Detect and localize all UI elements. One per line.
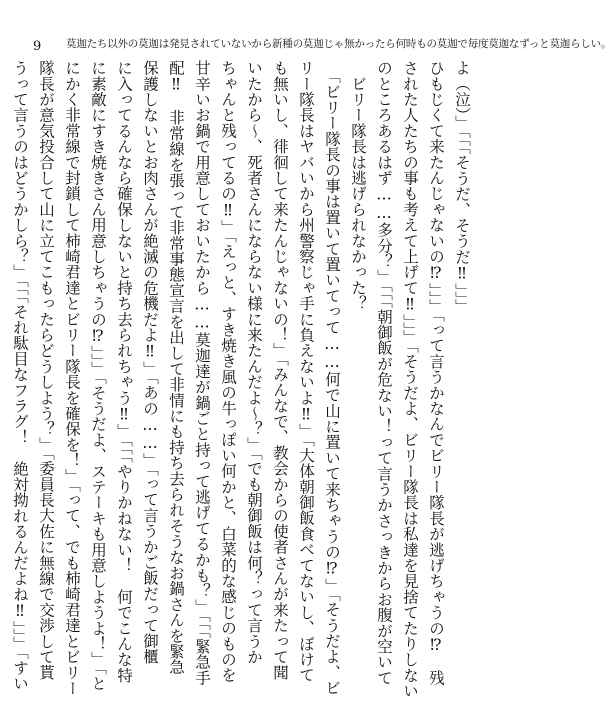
body-line: 「ビリー隊長の事は置いて置いてって……何で山に置いて来ちゃうの⁉」「そうだよ、ビ (323, 60, 341, 696)
body-line: うって言うのはどうかしら？」「「「それ駄目なフラグ！ 絶対拗れるんだよね‼」」」「すい (11, 60, 29, 692)
body-line: リー隊長はヤバいから州警察じゃ手に負えないよ‼」「大体朝御飯食べてないし、ぼけて (297, 60, 315, 683)
body-line: 隊長が意気投合して山に立てこもったらどうしよう？」「委員長大佐に無線で交渉して貰 (37, 60, 55, 681)
body-text (11, 60, 475, 699)
body-line: にかく非常線で封鎖して柿崎君達とビリー隊長を確保を！」「って、でも柿崎君達とビリー (63, 60, 81, 696)
page-number: 9 (33, 39, 42, 54)
body-line: に入ってるんなら確保しないと持ち去られちゃう‼」「「「やりかねない！ 何でこんな特 (115, 60, 133, 683)
body-line: された人たちの事も考えて上げて‼」」」「そうだよ、ビリー隊長は私達を見捨てたりしない (401, 60, 419, 699)
body-line: 甘辛いお鍋で用意しておいたから……莫迦達が鍋ごと持って逃げてるかも？」「「「緊急手 (193, 60, 211, 686)
body-line: ひもじくて来たんじゃないの⁉」」」「って言うかなんでビリー隊長が逃げちゃうの⁉ 残 (427, 60, 445, 686)
running-header-title: 莫迦たち以外の莫迦は発見されていないから新種の莫迦じゃ無かったら何時もの莫迦で毎度莫迦なずっと莫迦らしい。 (66, 38, 611, 50)
body-line: ビリー隊長は逃げられなかった？ (349, 60, 367, 312)
body-line: ちゃんと残ってるの‼」「えっと、すき焼き風の牛っぽい何かと、白菜的な感じのものを (219, 60, 237, 683)
body-line: のところあるはず……多分？」「「「朝御飯が危ない！って言うかさっきからお腹が空いて (375, 60, 393, 686)
body-line: に素敵にすき焼きさん用意しちゃうの⁉」」」「そうだよ、ステーキも用意しようよ！」「と (89, 60, 107, 691)
body-line: 配‼ 非常線を張って非常事態宣言を出して非情にも持ち去られそうなお鍋さんを緊急 (167, 60, 185, 675)
body-line: よ（泣）」「「「そうだ、そうだ‼」」」 (453, 60, 471, 315)
body-line: も無いし、徘徊して来たんじゃないの！」「みんなで、教会からの使者さんが来たって聞 (271, 60, 289, 681)
body-line: いたから〜、死者さんにならない様に来たんだよ〜？」「でも朝御飯は何？って言うか (245, 60, 263, 665)
body-line: 保護しないとお肉さんが絶滅の危機だよ‼」「あの……」「って言うかご飯だって御櫃 (141, 60, 159, 665)
